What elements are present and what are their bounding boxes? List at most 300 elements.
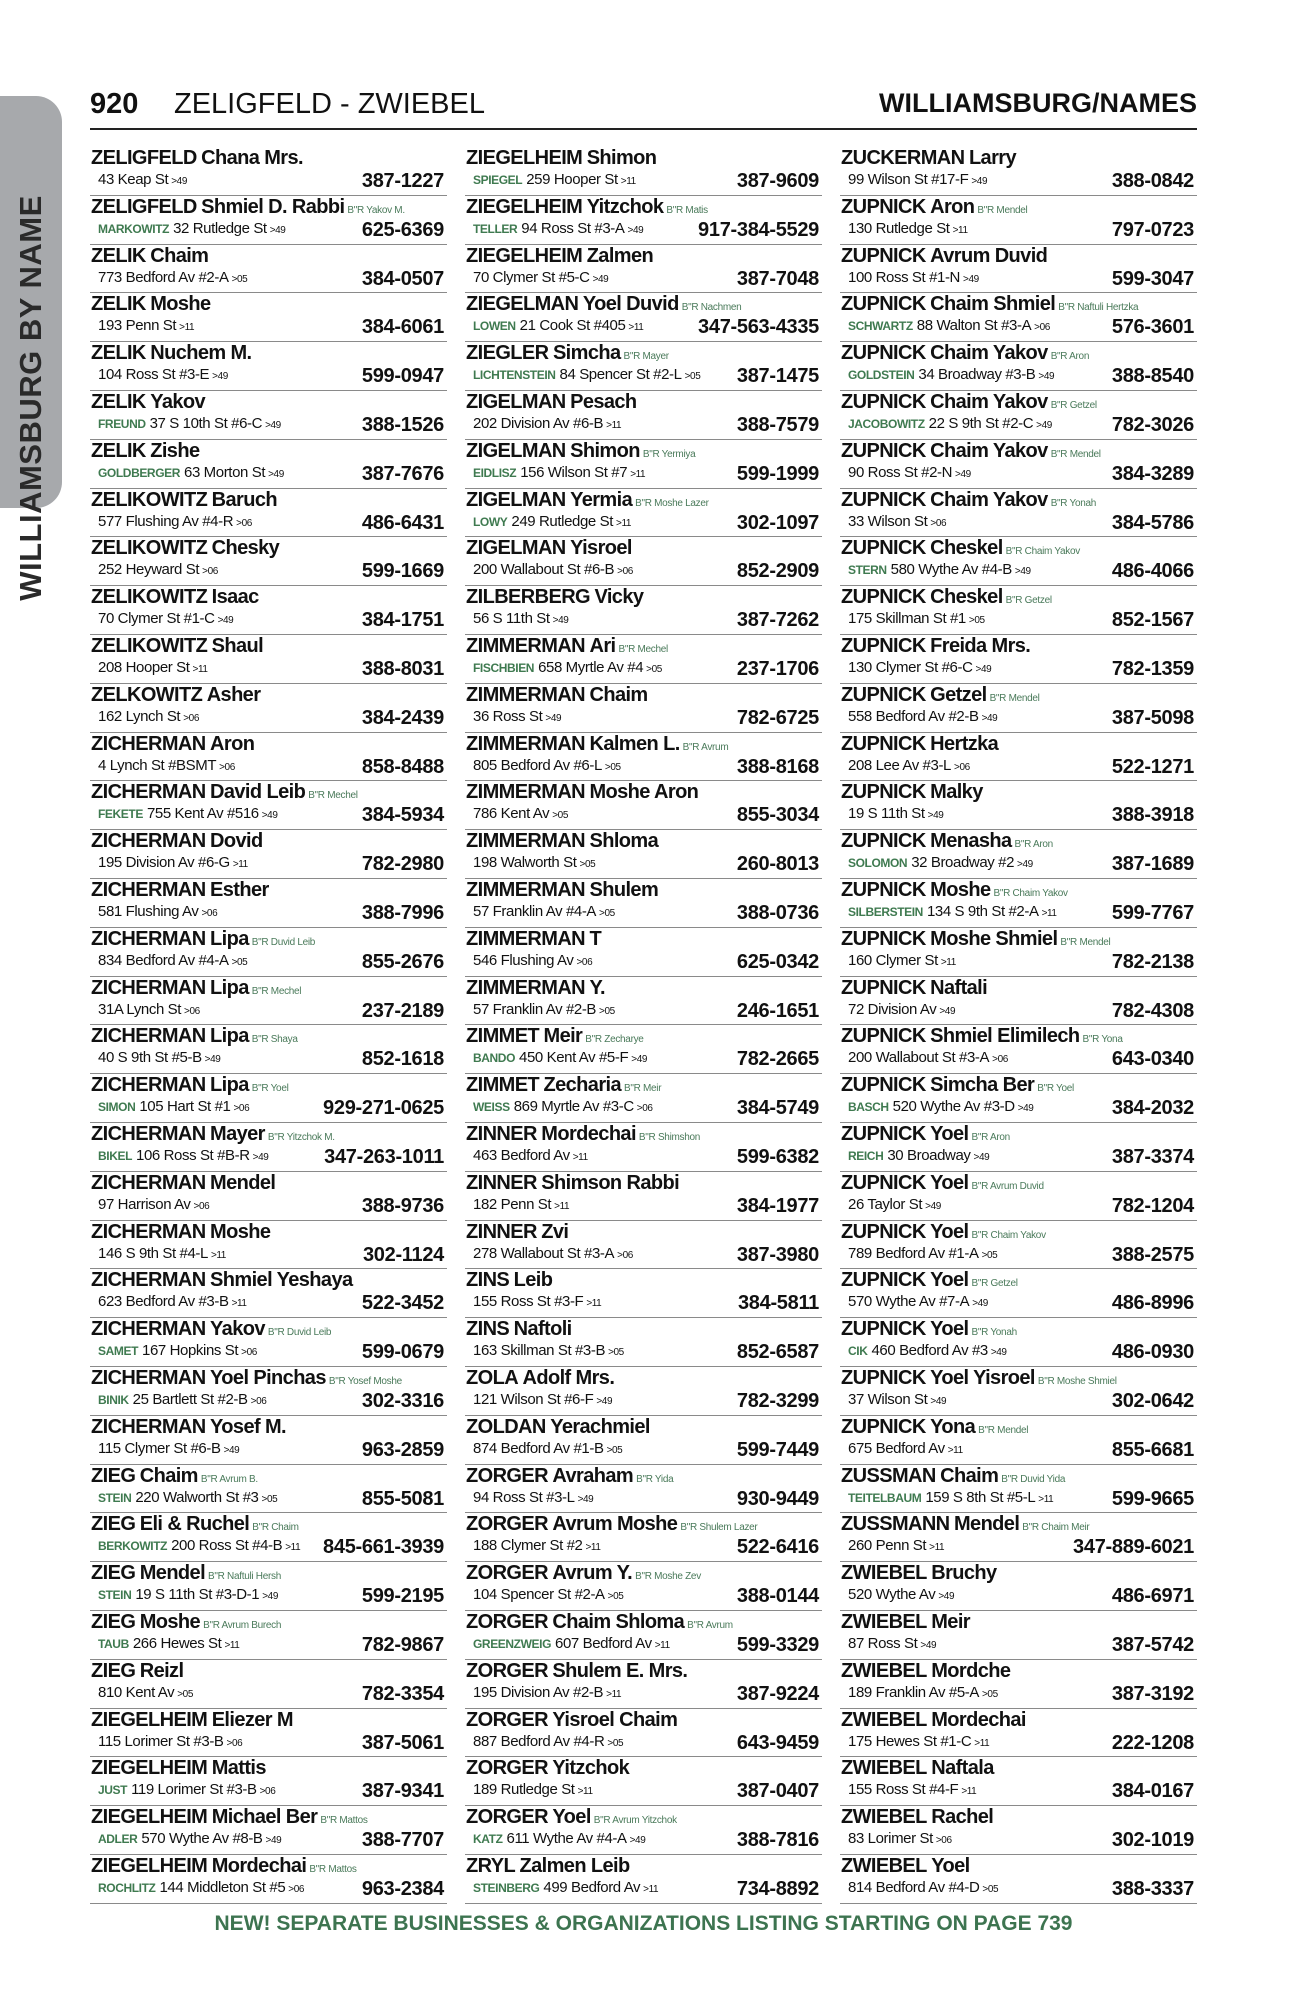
entry-address-line [473,902,615,924]
listing-entry [840,928,1197,977]
listing-entry [840,1074,1197,1123]
entry-surname: ZWIEBEL [841,1854,927,1877]
entry-address: 580 Wythe Av #4-B [890,561,1012,579]
entry-zip-code: >49 [939,1005,956,1017]
entry-address: 252 Heyward St [98,561,200,579]
entry-surname: ZIEGELMAN [466,293,579,316]
entry-given-name: Shulem [589,878,659,901]
entry-address: 63 Morton St [184,463,266,481]
entry-surname: ZORGER [466,1610,548,1633]
entry-given-name: Shimson Rabbi [541,1171,680,1194]
entry-name-line [841,1562,997,1586]
entry-phone: 797-0723 [1111,218,1194,241]
entry-zip-code: >11 [554,1200,570,1212]
entry-address-line [98,463,284,485]
entry-father-name: B"R Yermiya [642,448,696,460]
entry-phone: 387-3192 [1111,1682,1194,1705]
entry-name-line [466,147,656,171]
entry-address: 94 Ross St #3-L [473,1488,575,1506]
entry-given-name: Shloma [589,830,659,853]
entry-surname: ZUPNICK [841,342,926,365]
entry-zip-code: >49 [1014,566,1031,578]
listing-entry [90,293,447,342]
entry-zip-code: >49 [975,663,992,675]
entry-name-line [466,1757,629,1781]
listing-entry [465,1562,822,1611]
listing-entry [840,684,1197,733]
entry-surname: ZUSSMANN [841,1513,950,1536]
listing-entry [90,1757,447,1806]
entry-given-name: Cheskel [930,586,1003,609]
section-side-tab [0,96,62,601]
entry-zip-code: >11 [620,176,636,187]
entry-father-name: B"R Getzel [971,1278,1018,1290]
entry-zip-code: >49 [629,1835,646,1847]
entry-phone: 302-1019 [1111,1829,1194,1852]
entry-given-name: Chaim [150,244,209,267]
entry-in-law-name: BERKOWITZ [98,1539,168,1554]
entry-name-line [91,1709,293,1733]
entry-address-line [473,463,645,485]
entry-phone: 302-3316 [361,1389,444,1412]
entry-phone: 858-8488 [361,755,444,778]
entry-address-line [848,1585,954,1607]
entry-name-line [91,147,303,171]
entry-given-name: Yoel Yisroel [930,1366,1035,1389]
listing-entry [840,293,1197,342]
entry-zip-code: >49 [963,273,979,285]
entry-phone: 388-7996 [361,901,444,924]
entry-given-name: Eliezer M [211,1708,293,1731]
entry-in-law-name: STEINBERG [473,1880,540,1895]
entry-father-name: B"R Avrum Yitzchok [593,1815,677,1827]
listing-entry [840,1513,1197,1562]
listing-entry [840,1757,1197,1806]
entry-address: 87 Ross St [848,1634,918,1652]
entry-name-line [466,1367,614,1391]
entry-phone: 384-2439 [361,706,444,729]
entry-zip-code: >49 [596,1395,613,1407]
entry-name-line [466,1172,679,1196]
entry-name-line [91,879,269,903]
entry-surname: ZICHERMAN [91,1122,206,1145]
entry-given-name: Yona [930,1415,976,1438]
entry-father-name: B"R Shimshon [638,1131,701,1143]
entry-zip-code: >06 [202,566,218,578]
entry-address-line [98,560,218,582]
entry-given-name: Baruch [211,488,277,511]
entry-address: 869 Myrtle Av #3-C [513,1098,634,1116]
entry-phone: 388-7816 [736,1829,819,1852]
listing-entry [840,1611,1197,1660]
entry-address-line [98,1048,220,1070]
entry-surname: ZUPNICK [841,1318,926,1341]
entry-zip-code: >11 [654,1639,670,1651]
entry-surname: ZRYL [466,1854,516,1877]
entry-surname: ZWIEBEL [841,1708,927,1731]
entry-given-name: Chaim Yakov [930,439,1048,462]
listing-entry [465,440,822,489]
entry-surname: ZORGER [466,1513,548,1536]
entry-surname: ZUPNICK [841,1025,926,1048]
entry-zip-code: >49 [927,810,944,822]
entry-surname: ZORGER [466,1708,548,1731]
entry-zip-code: >05 [599,907,615,919]
entry-zip-code: >05 [982,1883,999,1895]
entry-surname: ZIMMERMAN [466,878,586,901]
entry-address-line [98,1000,200,1022]
entry-surname: ZORGER [466,1562,548,1585]
entry-address-line [98,1439,239,1461]
entry-address: 874 Bedford Av #1-B [473,1439,604,1457]
entry-zip-code: >05 [552,810,568,822]
entry-given-name: Mordechai [931,1708,1026,1731]
listing-entry [90,586,447,635]
entry-given-name: Lipa [210,976,249,999]
entry-address-line [98,609,233,631]
entry-address: 32 Broadway #2 [911,854,1015,872]
entry-name-line [466,586,643,610]
entry-given-name: Zecharia [543,1074,621,1097]
entry-zip-code: >49 [592,273,609,285]
entry-address-line [473,658,662,680]
entry-in-law-name: LICHTENSTEIN [473,368,556,383]
entry-zip-code: >06 [183,712,199,724]
entry-zip-code: >05 [608,1347,624,1359]
entry-father-name: B"R Mayer [623,351,669,363]
entry-given-name: Zvi [541,1220,569,1243]
entry-phone: 387-3374 [1111,1145,1194,1168]
entry-address-line [473,756,621,778]
entry-given-name: Hertzka [930,732,999,755]
entry-phone: 852-1618 [361,1048,444,1071]
entry-address-line [848,1000,955,1022]
entry-address: 83 Lorimer St [848,1830,933,1848]
listing-column-3 [840,147,1197,1904]
entry-address: 558 Bedford Av #2-B [848,707,979,725]
entry-father-name: B"R Chaim Yakov [1005,546,1080,558]
entry-address-line [98,1195,209,1217]
entry-given-name: Yoel Pinchas [210,1366,326,1389]
entry-phone: 387-9609 [736,170,819,192]
entry-phone: 384-5786 [1111,511,1194,534]
listing-entry [465,1318,822,1367]
entry-father-name: B"R Zecharye [585,1034,644,1046]
entry-name-line [841,733,998,757]
entry-address-line [848,1390,946,1412]
entry-zip-code: >11 [947,1444,963,1456]
entry-phone: 782-6725 [736,706,819,729]
listing-entry [840,1318,1197,1367]
entry-in-law-name: SOLOMON [848,856,908,871]
entry-in-law-name: CIK [848,1344,868,1359]
entry-phone: 599-7449 [736,1438,819,1461]
entry-address: 115 Lorimer St #3-B [98,1732,224,1750]
entry-given-name: Avrum Moshe [552,1513,678,1536]
entry-address: 260 Penn St [848,1537,927,1555]
entry-phone: 782-3354 [361,1682,444,1705]
entry-zip-code: >49 [545,712,562,724]
entry-father-name: B"R Duvid Leib [251,936,316,948]
entry-surname: ZUPNICK [841,488,926,511]
listing-entry [465,1757,822,1806]
entry-given-name: Asher [206,683,261,706]
listing-entry [90,391,447,440]
entry-address-line [473,951,592,973]
entry-address: 611 Wythe Av #4-A [506,1830,627,1848]
entry-phone: 384-1751 [361,609,444,632]
entry-in-law-name: SIMON [98,1100,136,1115]
entry-father-name: B"R Yitzchok M. [267,1131,335,1143]
entry-zip-code: >11 [616,517,632,529]
entry-phone: 388-7707 [361,1829,444,1852]
listing-entry [90,1806,447,1855]
entry-address: 200 Ross St #4-B [171,1537,283,1555]
entry-surname: ZINS [466,1269,510,1292]
entry-address: 106 Ross St #B-R [136,1146,250,1164]
entry-address: 887 Bedford Av #4-R [473,1732,605,1750]
entry-given-name: Isaac [211,586,259,609]
entry-given-name: Lipa [210,927,249,950]
listing-entry [840,440,1197,489]
entry-given-name: Avrum Duvid [930,244,1048,267]
entry-phone: 782-1204 [1111,1194,1194,1217]
entry-address: 155 Ross St #4-F [848,1781,959,1799]
entry-given-name: Simcha Ber [930,1074,1035,1097]
entry-surname: ZINNER [466,1220,537,1243]
entry-zip-code: >49 [955,468,971,480]
entry-given-name: Shulem E. Mrs. [552,1659,688,1682]
entry-address: 155 Ross St #3-F [473,1293,584,1311]
entry-name-line [841,781,983,805]
entry-father-name: B"R Shulem Lazer [680,1522,758,1534]
entry-surname: ZINNER [466,1171,537,1194]
entry-address: 195 Division Av #2-B [473,1683,604,1701]
entry-address: 167 Hopkins St [142,1342,239,1360]
entry-given-name: Getzel [930,683,987,706]
entry-father-name: B"R Avrum Burech [203,1619,282,1631]
entry-zip-code: >05 [607,1737,624,1749]
entry-surname: ZELIGFELD [91,147,197,169]
entry-father-name: B"R Yosef Moshe [328,1375,402,1387]
entry-address-line [98,365,228,387]
listing-entry [90,1318,447,1367]
entry-father-name: B"R Mechel [251,985,302,997]
entry-name-line [466,1269,552,1293]
listing-entry [465,733,822,782]
entry-address-line [848,1732,989,1754]
entry-surname: ZIEG [91,1513,136,1536]
entry-surname: ZICHERMAN [91,781,206,804]
listing-entry [465,1025,822,1074]
entry-zip-code: >11 [586,1298,602,1310]
entry-name-line [91,635,263,659]
entry-father-name: B"R Getzel [1005,595,1052,607]
entry-address: 119 Lorimer St #3-B [131,1781,257,1799]
entry-address-line [848,1634,936,1656]
entry-phone: 486-6431 [361,511,444,534]
entry-address-line [473,1878,658,1900]
entry-surname: ZUPNICK [841,1220,926,1243]
entry-surname: ZUPNICK [841,390,926,413]
entry-given-name: Yakov [210,1318,265,1341]
entry-zip-code: >49 [1017,1103,1034,1115]
entry-address: 99 Wilson St #17-F [848,171,969,188]
entry-father-name: B"R Yona [1082,1034,1123,1046]
entry-given-name: Michael Ber [211,1806,318,1829]
listing-entry [90,245,447,294]
entry-given-name: Freida Mrs. [930,634,1031,657]
entry-phone: 599-2195 [361,1585,444,1608]
entry-given-name: Mattis [211,1757,266,1780]
listing-entry [90,977,447,1026]
listing-entry [90,1709,447,1758]
entry-given-name: Chesky [211,537,280,560]
entry-father-name: B"R Duvid Yida [1001,1473,1066,1485]
entry-address-line [98,1292,247,1314]
entry-zip-code: >49 [981,712,998,724]
entry-surname: ZELIKOWITZ [91,634,208,657]
entry-phone: 237-2189 [361,999,444,1022]
listing-entry [840,537,1197,586]
entry-address: 70 Clymer St #1-C [98,610,215,628]
entry-name-line [466,537,632,561]
entry-address-line [848,1292,988,1314]
listing-entry [90,781,447,830]
entry-address-line [98,1683,193,1705]
entry-address: 195 Division Av #6-G [98,854,230,872]
listing-entry [90,830,447,879]
listing-entry [840,245,1197,294]
entry-address-line [473,1244,633,1266]
entry-address: 104 Ross St #3-E [98,366,210,384]
entry-address-line [98,707,199,729]
listing-entry [90,489,447,538]
entry-father-name: B"R Yakov M. [347,204,405,216]
entry-given-name: Avraham [552,1464,634,1487]
entry-in-law-name: STEIN [98,1588,132,1603]
entry-address: 546 Flushing Av [473,951,574,969]
listing-entry [465,1416,822,1465]
entry-surname: ZUCKERMAN [841,147,965,169]
listing-entry [840,879,1197,928]
entry-zip-code: >06 [226,1737,243,1749]
entry-address: 499 Bedford Av [543,1878,641,1896]
entry-address-line [473,170,636,192]
entry-given-name: Pesach [570,390,637,413]
entry-surname: ZICHERMAN [91,1318,206,1341]
entry-phone: 522-6416 [736,1536,819,1559]
listing-entry [465,147,822,196]
listing-entry [465,1855,822,1904]
entry-given-name: Reizl [139,1659,184,1682]
entry-phone: 388-8168 [736,755,819,778]
entry-given-name: Shimon [586,147,657,169]
entry-address: 146 S 9th St #4-L [98,1244,208,1262]
listing-entry [465,1123,822,1172]
entry-in-law-name: ADLER [98,1832,138,1847]
entry-address: 570 Wythe Av #8-B [141,1830,263,1848]
entry-surname: ZUPNICK [841,781,926,804]
entry-address-line [473,1488,593,1510]
entry-address: 130 Rutledge St [848,219,950,237]
entry-zip-code: >06 [219,761,235,773]
entry-surname: ZELIK [91,293,146,316]
listing-entry [465,391,822,440]
entry-address: 834 Bedford Av #4-A [98,951,229,969]
entry-given-name: Chaim [940,1464,999,1487]
entry-address: 43 Keap St [98,171,169,188]
entry-surname: ZUPNICK [841,927,926,950]
listing-entry [90,147,447,196]
entry-zip-code: >05 [579,859,596,871]
entry-address: 26 Taylor St [848,1195,923,1213]
entry-phone: 782-2980 [361,853,444,876]
entry-in-law-name: WEISS [473,1100,510,1115]
entry-address: 520 Wythe Av [848,1586,936,1604]
entry-zip-code: >06 [636,1103,653,1115]
entry-given-name: Simcha [552,342,621,365]
entry-address-line [98,804,277,826]
entry-address: 789 Bedford Av #1-A [848,1244,979,1262]
entry-phone: 302-1097 [736,511,819,534]
entry-given-name: Moshe Shmiel [930,927,1058,950]
entry-father-name: B"R Mattos [309,1863,357,1875]
entry-name-line [466,1318,572,1342]
entry-father-name: B"R Naftuli Hertzka [1058,302,1139,314]
entry-name-line [466,781,698,805]
entry-father-name: B"R Getzel [1050,399,1097,411]
entry-address: 182 Penn St [473,1195,552,1213]
entry-surname: ZICHERMAN [91,1366,206,1389]
entry-address-line [848,1244,997,1266]
entry-address-line [98,951,247,973]
entry-surname: ZELIGFELD [91,195,197,218]
entry-given-name: Yoel [930,1220,969,1243]
entry-surname: ZUSSMAN [841,1464,936,1487]
entry-surname: ZICHERMAN [91,1074,206,1097]
entry-zip-code: >49 [990,1347,1007,1359]
entry-given-name: Adolf Mrs. [522,1366,615,1389]
entry-given-name: Yoel Duvid [582,293,679,316]
entry-phone: 387-9341 [361,1780,444,1803]
entry-zip-code: >11 [952,224,968,236]
entry-address-line [473,707,561,729]
entry-phone: 599-0679 [361,1341,444,1364]
entry-address-line [473,1292,601,1314]
entry-surname: ZIEG [91,1562,136,1585]
entry-address: 208 Lee Av #3-L [848,756,951,774]
entry-address: 266 Hewes St [132,1634,222,1652]
listing-entry [90,1221,447,1270]
entry-phone: 237-1706 [736,657,819,680]
entry-zip-code: >49 [269,224,286,236]
entry-address-line [848,268,979,290]
listing-entry [465,1611,822,1660]
listing-entry [90,537,447,586]
entry-phone: 643-0340 [1111,1048,1194,1071]
entry-phone: 387-1689 [1111,853,1194,876]
entry-address: 570 Wythe Av #7-A [848,1293,970,1311]
entry-address-line [98,853,248,875]
entry-surname: ZUPNICK [841,1122,926,1145]
entry-in-law-name: SILBERSTEIN [848,904,923,919]
entry-zip-code: >49 [171,176,187,187]
entry-in-law-name: REICH [848,1148,884,1163]
entry-zip-code: >06 [935,1835,952,1847]
entry-address-line [98,219,285,241]
entry-address-line [848,1780,976,1802]
